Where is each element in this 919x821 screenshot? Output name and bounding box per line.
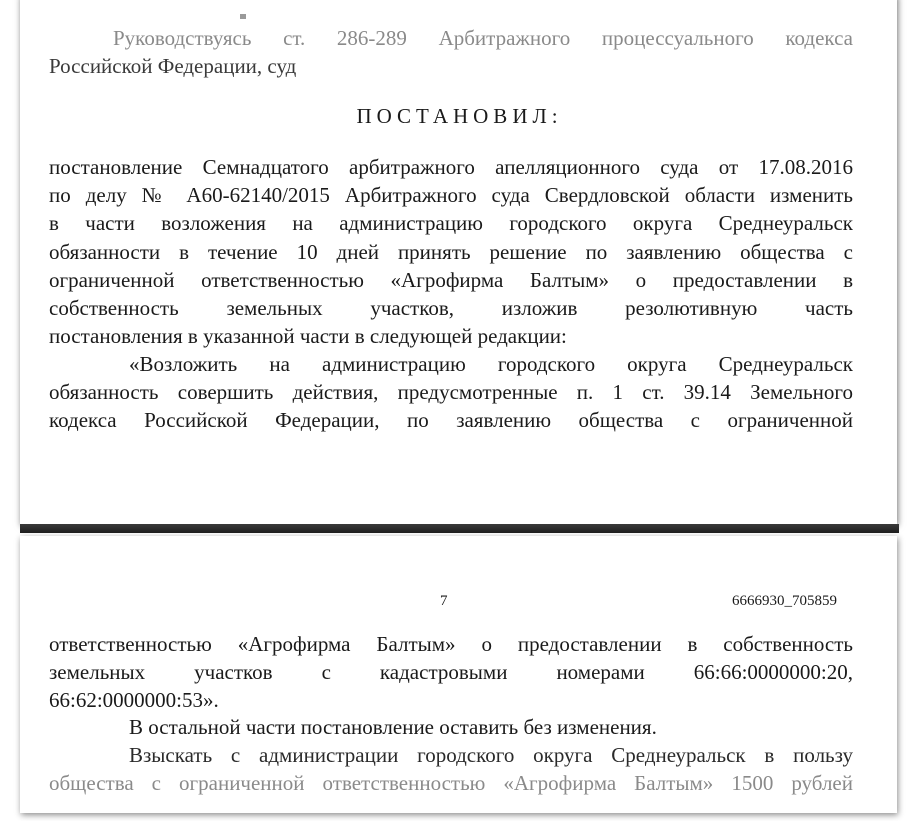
remainder-paragraph [49,713,853,741]
ruling-line: постановление Семнадцатого арбитражного апелляционного суда от 17.08.2016 [49,155,853,179]
quote-paragraph [49,350,853,435]
quote-line: «Возложить на администрацию городского округа Среднеуральск [129,352,853,376]
ruling-line: обязанности в течение 10 дней принять решение по заявлению общества с [49,239,853,264]
ruling-line: ограниченной ответственностью «Агрофирма Балтым» о предоставлении в [49,267,853,292]
ruling-line: по делу № А60-62140/2015 Арбитражного суда Свердловской области изменить [49,183,853,208]
recovery-paragraph [49,741,853,797]
ruling-line: постановления в указанной части в следующей редакции: [49,324,567,349]
continuation-paragraph [49,630,853,715]
ruling-line: в части возложения на администрацию городского округа Среднеуральск [49,211,853,236]
continuation-line: земельных участков с кадастровыми номерами 66:66:0000000:20, [49,660,853,685]
continuation-line: 66:62:0000000:53». [49,688,219,713]
scan-mark [240,14,246,19]
quote-line: обязанность совершить действия, предусмотренные п. 1 ст. 39.14 Земельного [49,380,853,405]
continuation-line: ответственностью «Агрофирма Балтым» о предоставлении в собственность [49,632,853,656]
ruling-paragraph [49,153,853,350]
document-id: 6666930_705859 [732,593,837,609]
recovery-line: общества с ограниченной ответственностью «Агрофирма Балтым» 1500 рублей [49,771,853,796]
intro-line: Руководствуясь ст. 286-289 Арбитражного процессуального кодекса [113,26,853,50]
remainder-line: В остальной части постановление оставить без изменения. [129,715,657,739]
intro-line: Российской Федерации, суд [49,54,297,79]
page-separator [20,524,899,533]
recovery-line: Взыскать с администрации городского округа Среднеуральск в пользу [129,743,853,767]
page-number: 7 [440,593,448,609]
ruling-heading: ПОСТАНОВИЛ: [356,104,563,128]
quote-line: кодекса Российской Федерации, по заявлению общества с ограниченной [49,408,853,433]
intro-paragraph [49,24,853,80]
ruling-line: собственность земельных участков, изложив резолютивную часть [49,296,853,321]
